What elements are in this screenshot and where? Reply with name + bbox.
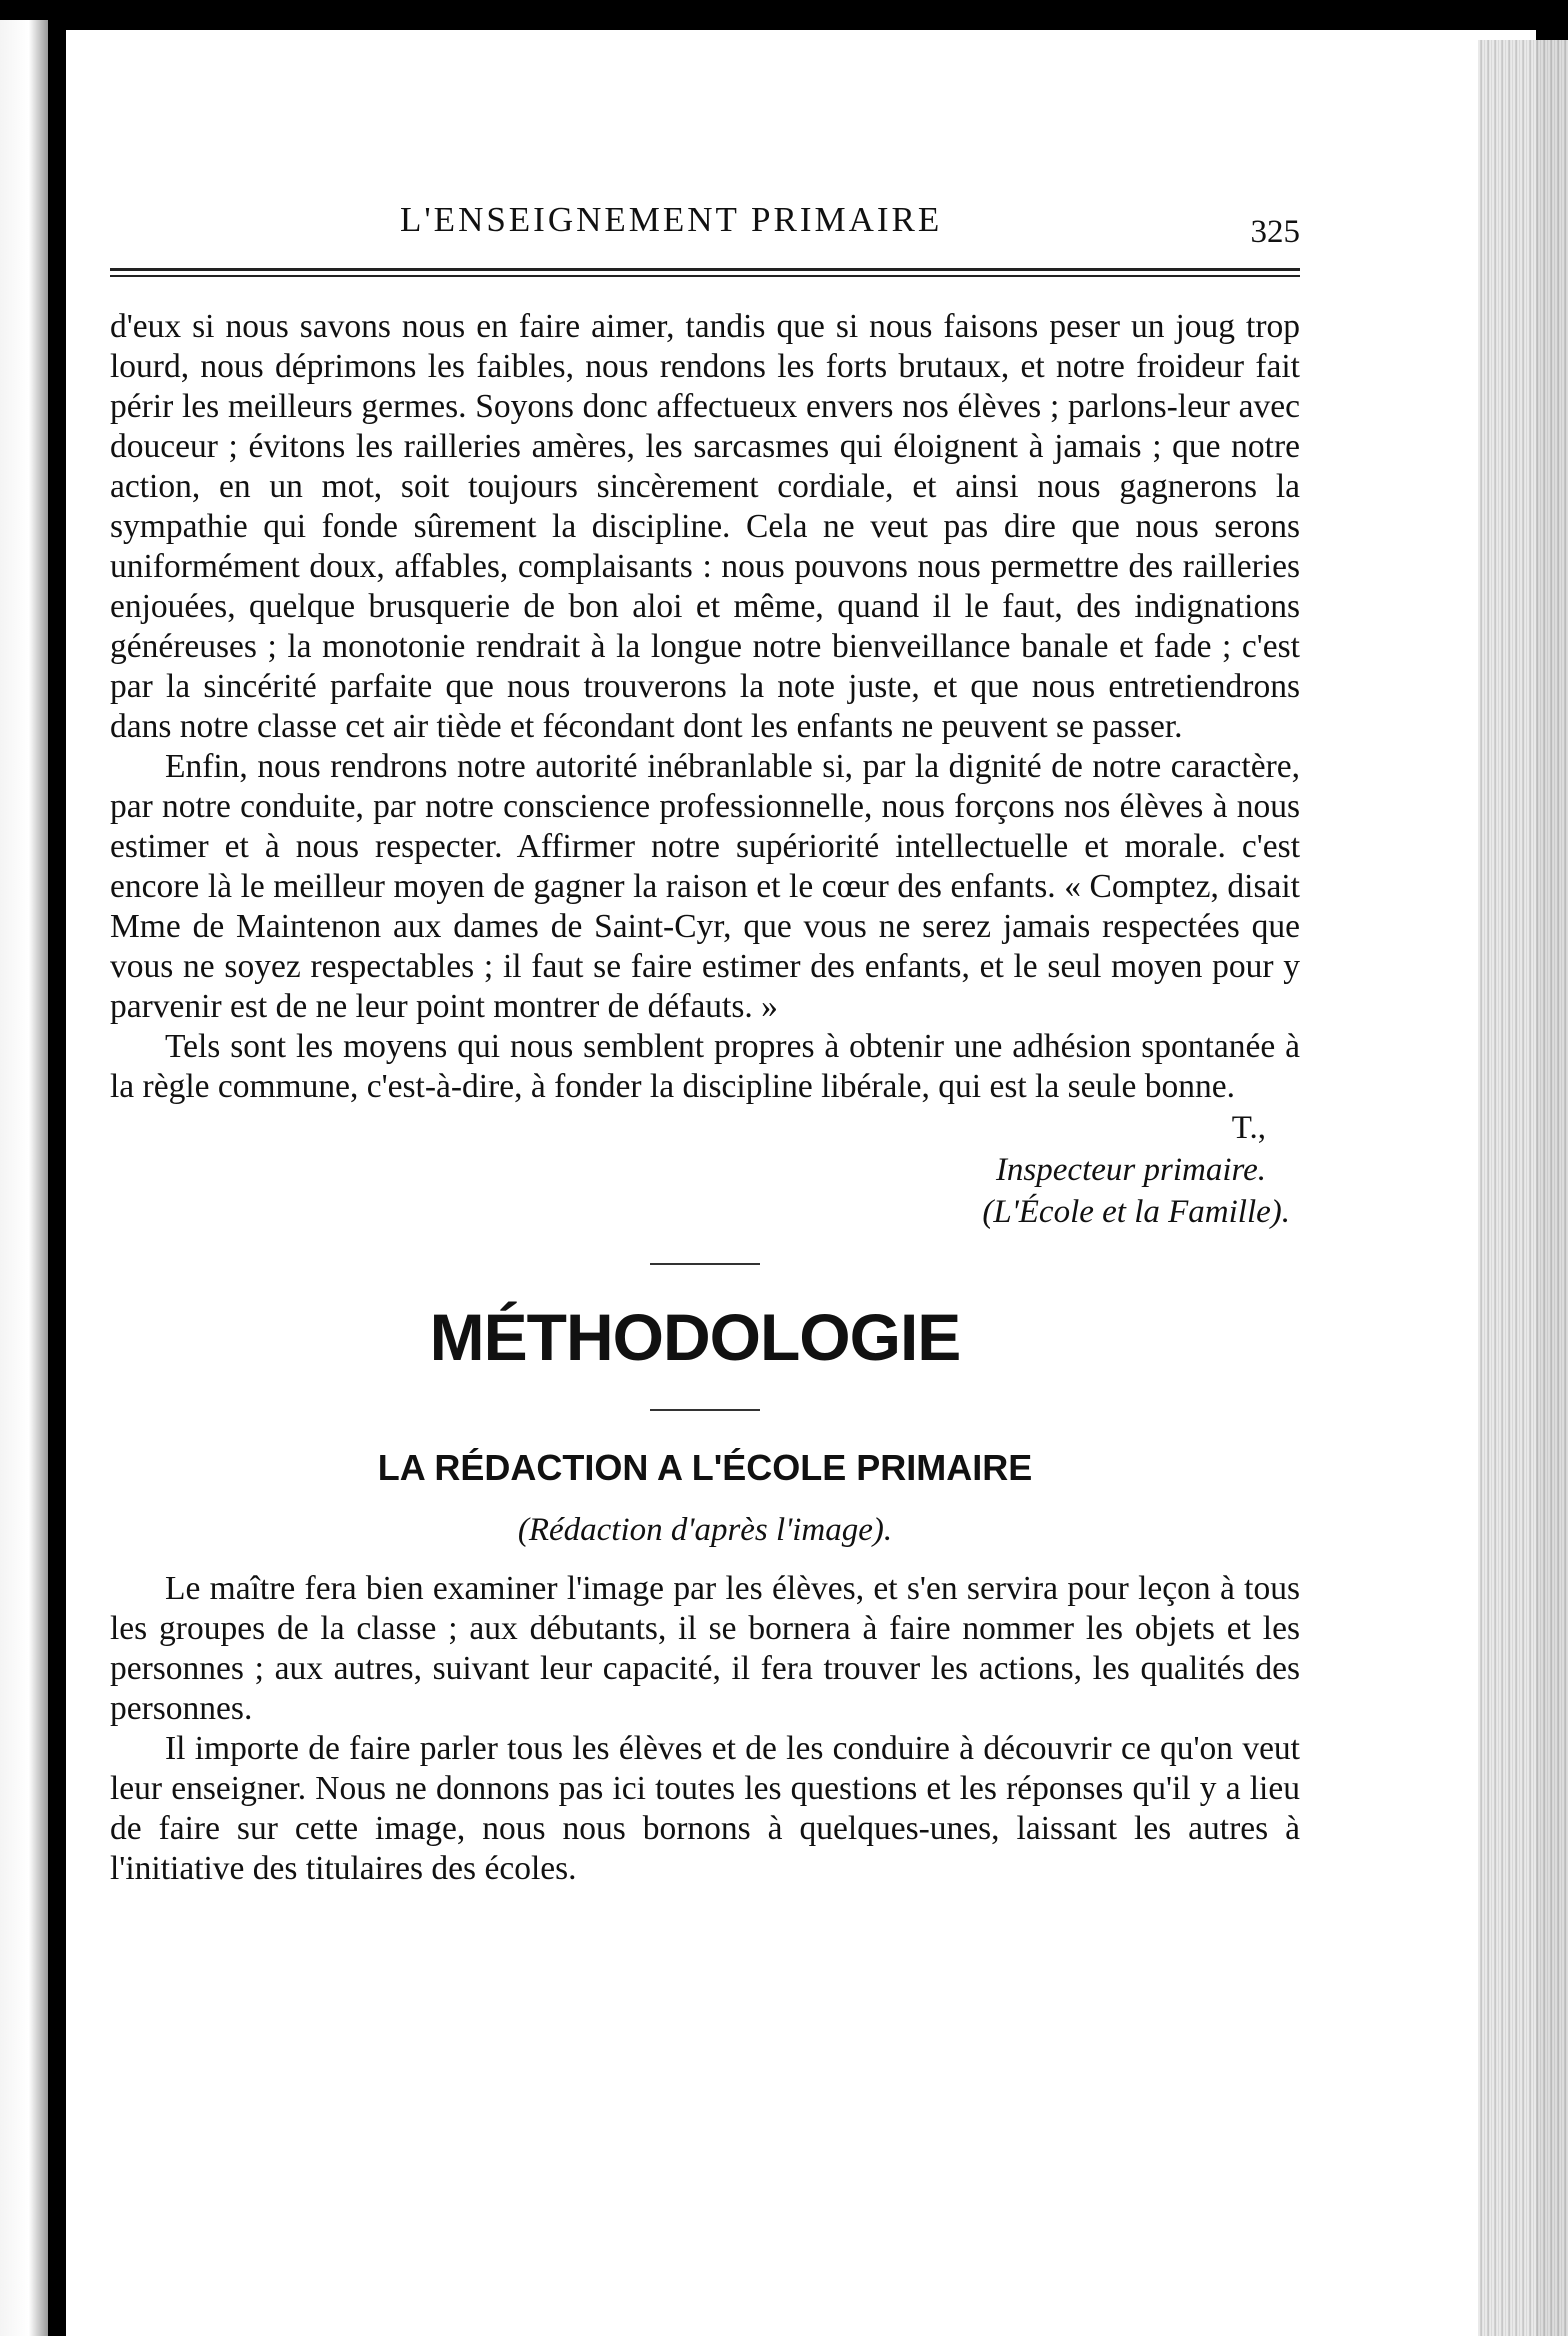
article-subtitle: (Rédaction d'après l'image). bbox=[517, 1512, 893, 1548]
signature-role: Inspecteur primaire. bbox=[995, 1152, 1266, 1188]
article-paragraph-2: Il importe de faire parler tous les élèves et de les conduire à découvrir ce qu'on veut leur enseigner. Nous ne donnons pas ici toutes les questions et les réponses qu'il y a lieu de faire sur cette image, nous nous bornons à quelques-unes, laissant les autres à l'initiative des titulaires des écoles. bbox=[110, 1730, 1300, 1887]
page-stack-edge bbox=[1478, 40, 1568, 2336]
body-paragraph-2: Enfin, nous rendrons notre autorité inébranlable si, par la dignité de notre caractère, par notre conduite, par notre conscience professionnelle, nous forçons nos élèves à nous estimer et à nous respecter. Affirmer notre supériorité intellectuelle et morale. c'est encore là le meilleur moyen de gagner la raison et le cœur des enfants. « Comptez, disait Mme de Maintenon aux dames de Saint-Cyr, que vous ne serez jamais respectées que vous ne soyez respectables ; il faut se faire estimer des enfants, et le seul moyen pour y parvenir est de ne leur point montrer de défauts. » bbox=[110, 748, 1300, 1025]
section-divider-bottom bbox=[650, 1409, 760, 1411]
section-title: MÉTHODOLOGIE bbox=[429, 1300, 961, 1374]
body-paragraph-1: d'eux si nous savons nous en faire aimer, tandis que si nous faisons peser un joug trop lourd, nous déprimons les faibles, nous rendons les forts brutaux, et notre froideur fait périr les meilleurs germes. Soyons donc affectueux envers nos élèves ; parlons-leur avec douceur ; évitons les railleries amères, les sarcasmes qui éloignent à jamais ; que notre action, en un mot, soit toujours sincèrement cordiale, et ainsi nous gagnerons la sympathie qui fonde sûrement la discipline. Cela ne veut pas dire que nous serons uniformément doux, affables, complaisants : nous pouvons nous permettre des railleries enjouées, quelque brusquerie de bon aloi et même, quand il le faut, des indignations généreuses ; la monotonie rendrait à la longue notre bienveillance banale et fade ; c'est par la sincérité parfaite que nous trouverons la note juste, et que nous entretiendrons dans notre classe cet air tiède et fécondant dont les enfants ne peuvent se passer. bbox=[110, 308, 1300, 745]
running-head bbox=[110, 200, 1300, 250]
article-paragraph-1: Le maître fera bien examiner l'image par les élèves, et s'en servira pour leçon à tous les groupes de la classe ; aux débutants, il se bornera à faire nommer les objets et les personnes ; aux autres, suivant leur capacité, il fera trouver les actions, les qualités des personnes. bbox=[110, 1570, 1300, 1727]
page-content bbox=[110, 200, 1300, 1889]
header-rule bbox=[110, 268, 1300, 277]
running-title: L'ENSEIGNEMENT PRIMAIRE bbox=[400, 200, 943, 239]
article-title: LA RÉDACTION A L'ÉCOLE PRIMAIRE bbox=[377, 1447, 1033, 1488]
signature-source: (L'École et la Famille). bbox=[982, 1194, 1290, 1230]
page-number: 325 bbox=[1250, 214, 1300, 250]
body-paragraph-3: Tels sont les moyens qui nous semblent propres à obtenir une adhésion spontanée à la règle commune, c'est-à-dire, à fonder la discipline libérale, qui est la seule bonne. bbox=[110, 1028, 1300, 1105]
signature-initial: T., bbox=[1231, 1110, 1266, 1146]
section-divider-top bbox=[650, 1263, 760, 1265]
facing-page-edge bbox=[0, 20, 48, 2336]
